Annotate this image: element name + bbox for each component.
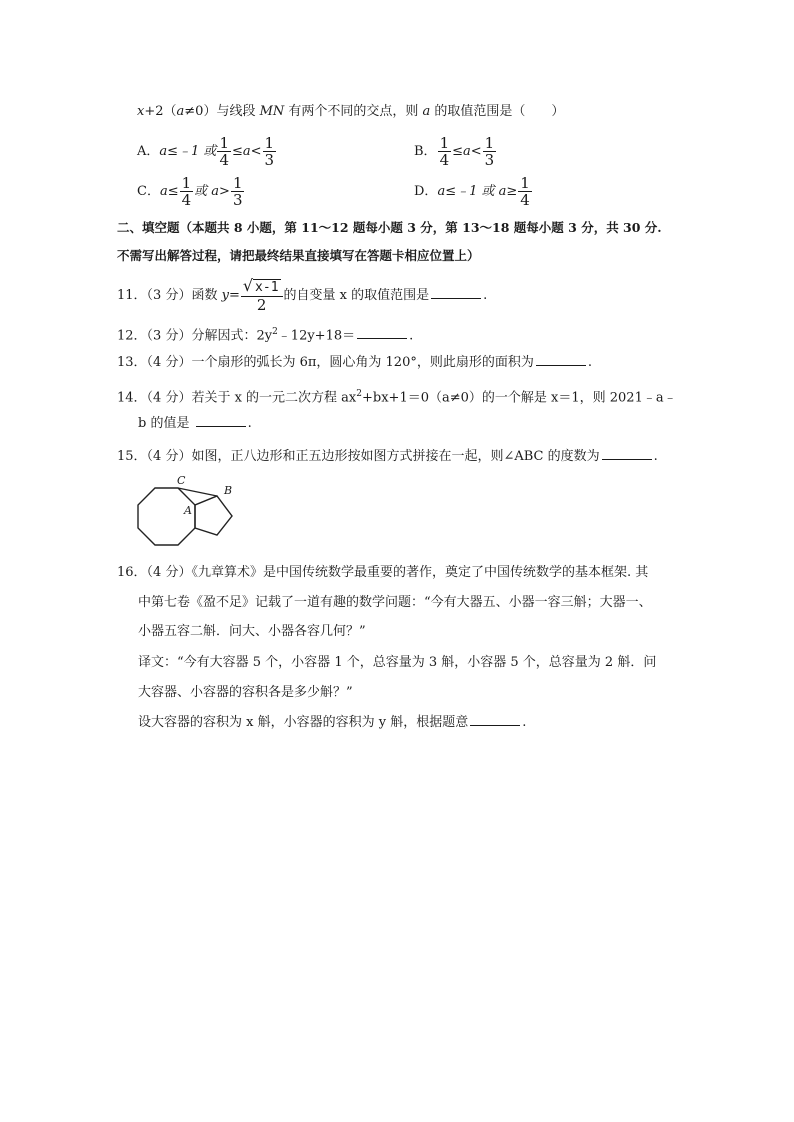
frac-num <box>241 278 283 297</box>
q12-suffix: ﹣12y+18＝ <box>277 328 356 344</box>
q13-end: . <box>587 355 592 370</box>
label-b: B <box>224 484 233 497</box>
question-12 <box>117 322 413 346</box>
question-16: 16．（4 分）《九章算术》是中国传统数学最重要的著作，奠定了中国传统数学的基本框架. 其 <box>117 565 649 580</box>
q11-end: . <box>483 288 488 303</box>
answer-blank[interactable] <box>602 447 652 460</box>
frac-num: 1 <box>484 134 495 152</box>
frac-num: 1 <box>264 134 275 152</box>
frac-den: 3 <box>484 151 495 169</box>
sqrt-fraction <box>241 278 283 313</box>
q10-text: 的取值范围是（ ） <box>430 104 565 119</box>
option-text: ≤a< <box>231 144 262 159</box>
frac-den: 4 <box>181 191 192 209</box>
q12-prefix: 12．（3 分）分解因式：2y <box>117 328 273 344</box>
frac-den: 2 <box>256 296 267 314</box>
q16-text: 设大容器的容积为 x 斛，小容器的容积为 y 斛，根据题意 <box>138 715 469 730</box>
fraction <box>483 135 497 168</box>
frac-den: 3 <box>264 151 275 169</box>
option-label: A． <box>137 144 160 159</box>
question-14 <box>117 384 677 408</box>
question-13 <box>117 353 592 373</box>
answer-blank[interactable] <box>196 414 246 427</box>
q10-text: ≠0）与线段 <box>184 104 260 119</box>
frac-num: 1 <box>520 174 530 192</box>
q10-var-a: a <box>422 104 431 119</box>
question-11 <box>117 276 487 316</box>
q13-text: 13．（4 分）一个扇形的弧长为 6π，圆心角为 120°，则此扇形的面积为 <box>117 355 534 370</box>
frac-num: 1 <box>232 174 243 192</box>
frac-den: 4 <box>439 151 450 169</box>
question-14-cont <box>138 414 252 434</box>
q10-text: +2（ <box>144 104 177 119</box>
q14-text: 14．（4 分）若关于 x 的一元二次方程 ax <box>117 390 357 406</box>
answer-blank[interactable] <box>431 286 481 299</box>
fraction <box>217 135 231 168</box>
q10-segment-mn: MN <box>259 104 285 119</box>
q14-end: . <box>247 416 252 431</box>
question-15 <box>117 447 658 467</box>
q10-option-a[interactable] <box>137 134 277 170</box>
frac-num: 1 <box>181 174 192 192</box>
label-a: A <box>184 504 192 517</box>
sqrt-content: x-1 <box>255 280 279 295</box>
option-text: a≤ <box>159 184 179 199</box>
q11-prefix: 11．（3 分）函数 <box>117 288 222 303</box>
option-text: ≤a< <box>452 144 482 159</box>
sqrt-icon: √ <box>242 276 254 295</box>
q16-end: . <box>522 715 527 730</box>
q10-continuation <box>137 102 564 122</box>
frac-den: 3 <box>232 191 243 209</box>
question-16-translation-cont: 大容器、小容器的容积各是多少斛？” <box>138 685 353 700</box>
q11-eq: = <box>228 288 240 303</box>
fraction <box>438 135 452 168</box>
q14-exponent: 2 <box>356 389 362 399</box>
q10-var-x: x <box>137 104 145 119</box>
q10-option-c[interactable] <box>137 174 245 210</box>
q12-end: . <box>409 328 414 344</box>
question-16-cont: 小器五容二斛．问大、小器各容几何？” <box>138 624 366 639</box>
q10-option-b[interactable] <box>414 134 497 170</box>
frac-num: 1 <box>219 134 229 152</box>
q14-text: +bx+1＝0（a≠0）的一个解是 x＝1，则 2021﹣a﹣ <box>362 390 677 406</box>
option-text: a≤﹣1 或 a≥ <box>437 184 518 199</box>
octagon-pentagon-figure <box>132 472 244 552</box>
option-text: 或 a> <box>194 184 230 199</box>
question-16-translation: 译文：“今有大容器 5 个，小容器 1 个，总容量为 3 斛，小容器 5 个，总容量为 2 斛．问 <box>138 655 657 670</box>
section-heading-cont: 不需写出解答过程，请把最终结果直接填写在答题卡相应位置上） <box>117 248 480 263</box>
q10-text: 有两个不同的交点，则 <box>284 104 423 119</box>
option-label: D． <box>414 184 438 199</box>
answer-blank[interactable] <box>536 353 586 366</box>
label-c: C <box>177 474 186 487</box>
segment-ab <box>195 496 217 505</box>
q15-end: . <box>653 449 658 464</box>
question-16-cont: 中第七卷《盈不足》记载了一道有趣的数学问题：“今有大器五、小器一容三斛；大器一、 <box>138 595 652 610</box>
option-label: B． <box>414 144 437 159</box>
q14-text: b 的值是 <box>138 416 194 431</box>
answer-blank[interactable] <box>470 713 520 726</box>
q12-exponent: 2 <box>272 327 278 337</box>
section-heading: 二、填空题（本题共 8 小题，第 11～12 题每小题 3 分，第 13～18 题每小题 3 分，共 30 分. <box>117 220 662 235</box>
q10-var-a: a <box>176 104 185 119</box>
fraction <box>231 175 245 208</box>
question-16-prompt <box>138 713 526 733</box>
q11-var-y: y <box>221 288 229 303</box>
q11-suffix: 的自变量 x 的取值范围是 <box>283 288 430 303</box>
frac-num: 1 <box>439 134 450 152</box>
frac-den: 4 <box>520 191 530 209</box>
option-label: C． <box>137 184 160 199</box>
q10-option-d[interactable] <box>414 174 533 210</box>
answer-blank[interactable] <box>357 326 407 339</box>
frac-den: 4 <box>219 151 229 169</box>
fraction <box>180 175 194 208</box>
fraction <box>518 175 532 208</box>
fraction <box>263 135 277 168</box>
option-text: a≤﹣1 或 <box>159 144 217 159</box>
pentagon-shape <box>195 496 232 535</box>
q15-text: 15．（4 分）如图，正八边形和正五边形按如图方式拼接在一起，则∠ABC 的度数为 <box>117 449 600 464</box>
